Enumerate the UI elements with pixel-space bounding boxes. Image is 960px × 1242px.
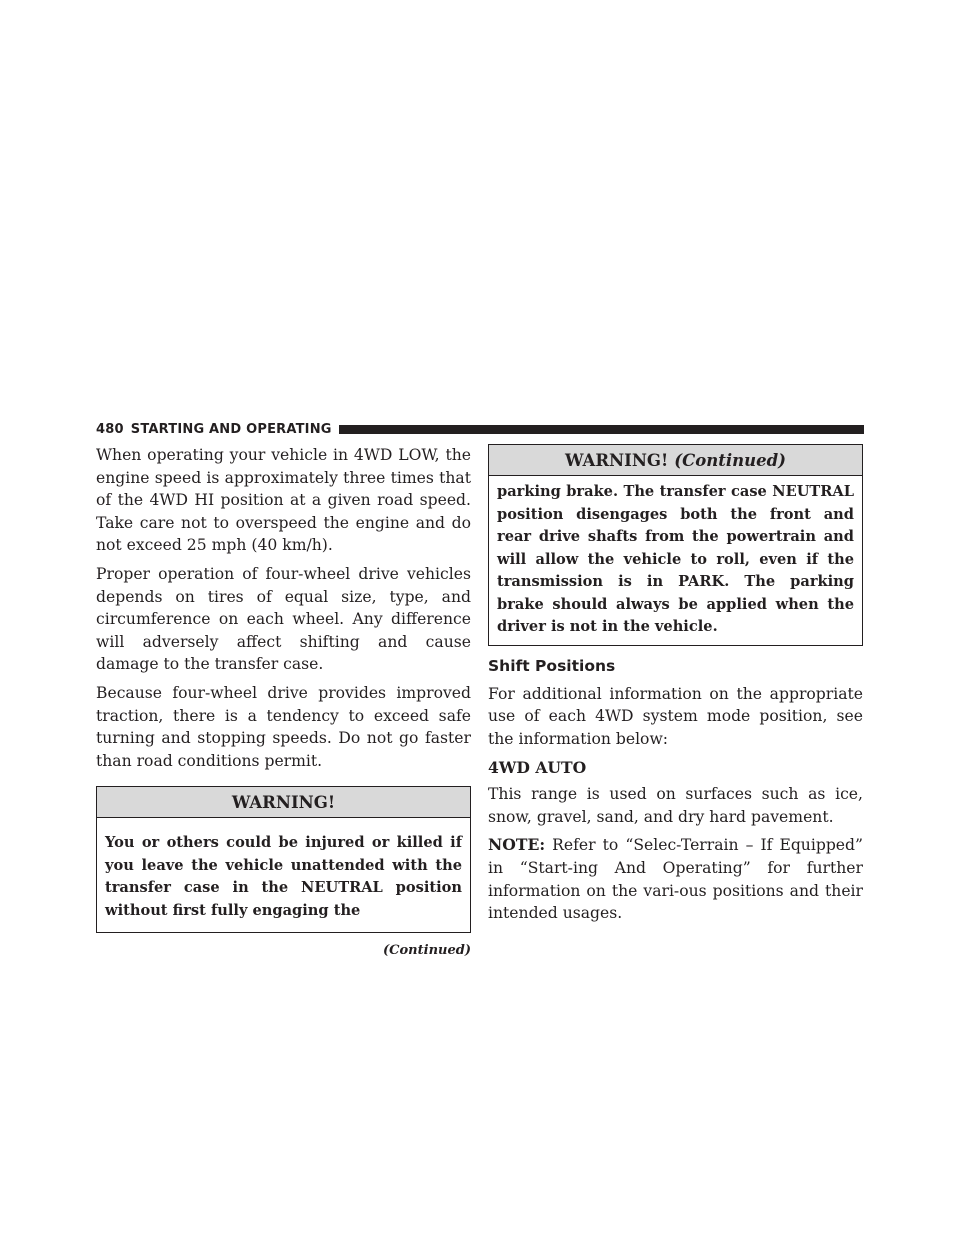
- warning-continued-title: [489, 445, 862, 476]
- header-rule: [339, 425, 864, 434]
- right-column: [488, 444, 863, 931]
- warning-title: [97, 787, 470, 818]
- paragraph-4wd-low: When operating your vehicle in 4WD LOW, the engine speed is approximately three times that of the 4WD HI position at a given road speed. Take care not to overspeed the engine and do not exceed 25 mph (40 km/h).: [96, 446, 471, 555]
- warning-title-text: WARNING!: [231, 793, 336, 813]
- warning-continued-text: parking brake. The transfer case NEUTRAL position disengages both the front and rear drive shafts from the powertrain and will allow the vehicle to roll, even if the transmission is in PARK. The parking brake should always be applied when the driver is not in the vehicle.: [497, 483, 854, 635]
- paragraph-tires: Proper operation of four-wheel drive vehicles depends on tires of equal size, type, and circumference on each wheel. Any difference will adversely affect shifting and cause damage to the transfer case.: [96, 564, 471, 674]
- continued-label: (Continued): [383, 943, 471, 959]
- 4wd-auto-text: This range is used on surfaces such as ice, snow, gravel, sand, and dry hard pavement.: [488, 785, 863, 826]
- page-number: 480: [96, 421, 124, 437]
- paragraph-traction: Because four-wheel drive provides improved traction, there is a tendency to exceed safe turning and stopping speeds. Do not go faster than road conditions permit.: [96, 683, 471, 770]
- note-label: NOTE:: [488, 835, 546, 855]
- warning-text: You or others could be injured or killed if you leave the vehicle unattended with the transfer case in the NEUTRAL position without first fully engaging the: [105, 834, 462, 919]
- shift-positions-intro: For additional information on the appropriate use of each 4WD system mode position, see the information below:: [488, 684, 863, 748]
- warning-continued-box: [488, 444, 863, 646]
- note-paragraph: [488, 834, 863, 924]
- warning-continued-label: (Continued): [674, 451, 786, 470]
- page-header: [96, 418, 864, 440]
- warning-continued-title-text: WARNING!: [565, 451, 669, 470]
- 4wd-auto-heading: 4WD AUTO: [488, 758, 587, 778]
- warning-box: [96, 786, 471, 933]
- shift-positions-heading: Shift Positions: [488, 656, 616, 675]
- section-title: STARTING AND OPERATING: [130, 421, 332, 437]
- left-column: [96, 444, 471, 958]
- note-text: Refer to “Selec-Terrain – If Equipped” in “Start-ing And Operating” for further information on the vari-ous positions and their intended usages.: [488, 836, 863, 923]
